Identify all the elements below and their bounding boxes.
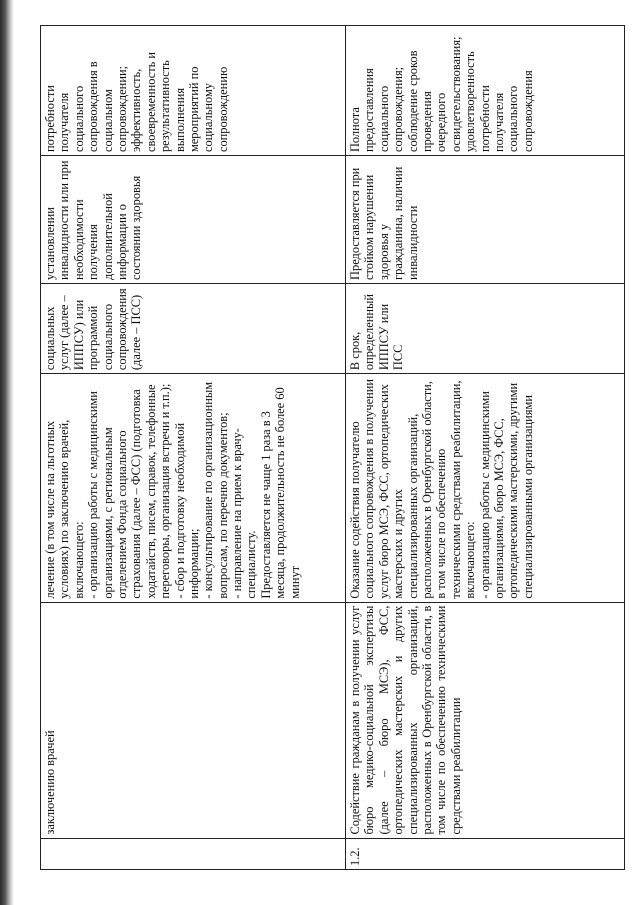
cell-conditions: Предоставляется при стойком нарушении здоровья у гражданина, наличии инвалидности: [346, 156, 625, 284]
cell-service-name: Содействие гражданам в получении услуг бюро медико-социальной экспертизы (далее – бюро МСЭ), ФСС, ортопедических мастерских и других специализированных организаций, расположенных в Оренбургской области, в том числе по обеспечению техническими средствами реабилитации: [346, 602, 625, 838]
cell-indicators: потребности получателя социального сопровождения в социальном сопровождении; эффективность, своевременность и результативность выполнения мероприятий по социальному сопровождению: [41, 26, 346, 156]
cell-number: [41, 838, 346, 869]
cell-term: социальных услуг (далее – ИППСУ) или программой социального сопровождения (далее – ПСС): [41, 283, 346, 373]
cell-term: В срок, определенный ИППСУ или ПСС: [346, 283, 625, 373]
rotated-table-wrapper: [40, 25, 625, 870]
cell-number: 1.2.: [346, 838, 625, 869]
services-table: [40, 25, 625, 870]
page-mark: [600, 286, 608, 304]
cell-service-content: Оказание содействия получателю социального сопровождения в получении услуг бюро МСЭ, ФСС, ортопедических мастерских и других специализированных организаций, расположенных в Оренбургской области, в том числе по обеспечению техническими средствами реабилитации, включающего: - организацию работы с медицинскими организациями, бюро МСЭ, ФСС, ортопедическими мастерскими, другими специализированными организациями: [346, 374, 625, 603]
cell-indicators: Полнота предоставления социального сопровождения; соблюдение сроков проведения очередного освидетельствования; удовлетворенность потребности получателя социального сопровождения: [346, 26, 625, 156]
cell-service-content: лечение (в том числе на льготных условиях) по заключению врачей, включающего: - организацию работы с медицинскими организациями, с региональным отделением Фонда социального страхования (далее – ФСС) (подготовка ходатайств, писем, справок, телефонные переговоры, организация встречи и т.п.); - сбор и подготовку необходимой информации; - консультирование по организационным вопросам, по перечню документов; - направление на прием к врачу-специалисту. Предоставляется не чаще 1 раза в 3 месяца, продолжительность не более 60 минут: [41, 374, 346, 603]
cell-conditions: установлении инвалидности или при необходимости получения дополнительной информации о состоянии здоровья: [41, 156, 346, 284]
table-row: [346, 26, 625, 870]
table-row: [41, 26, 346, 870]
cell-service-name: заключению врачей: [41, 602, 346, 838]
